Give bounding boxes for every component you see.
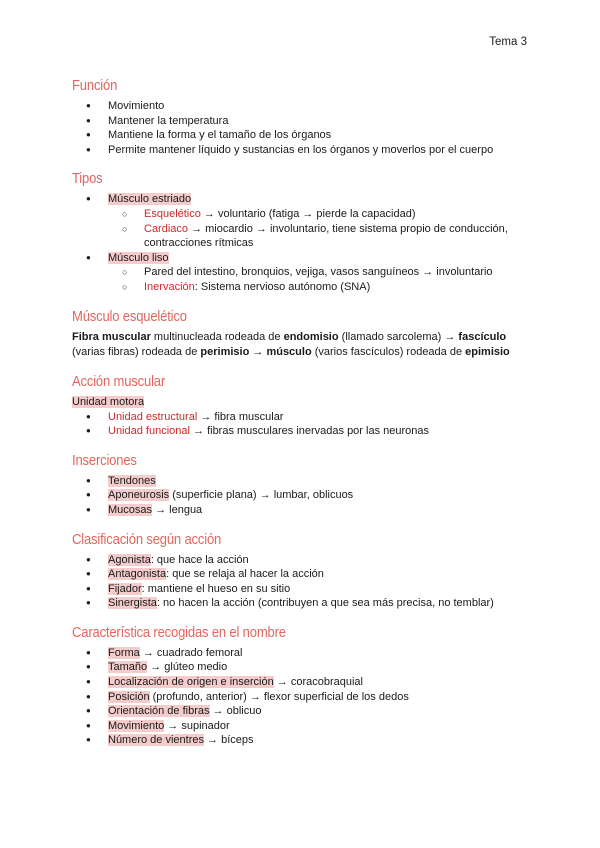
list-item [72,719,542,734]
text: (varias fibras) rodeada de [72,345,201,358]
section-title: Músculo esquelético [72,308,187,325]
highlight: Antagonista [108,568,167,581]
text: → oblicuo [209,705,262,718]
list-item [108,207,542,222]
bold-term: músculo [266,345,312,358]
list-item [72,192,542,207]
highlight: Fijador [108,582,142,595]
list-item [108,222,542,251]
term: Cardiaco [144,222,189,235]
list-item [72,646,542,661]
section-clasificacion [72,531,542,611]
text: : no hacen la acción (contribuyen a que sea más precisa, no temblar) [156,597,494,610]
list-item [72,690,542,705]
highlight: Sinergista [108,597,157,610]
term: Esquelético [144,207,201,220]
highlight: Tamaño [108,661,148,674]
text: → coracobraquial [273,676,363,689]
list-item [72,503,542,518]
highlight: Agonista [108,553,151,566]
list-item [72,582,542,597]
document-body [72,77,542,761]
bold-term: fascículo [458,330,507,343]
text: → miocardio → involuntario, tiene sistema propio de conducción, contracciones rítmicas [144,222,508,250]
highlight: Músculo estriado [108,193,192,206]
list-item [72,410,542,425]
highlight: Unidad motora [72,395,145,408]
list-item [72,424,542,439]
list-item [108,280,542,295]
text: → supinador [164,719,230,732]
list-item [72,660,542,675]
list-item: ● Mantener la temperatura [72,114,542,129]
text: (profundo, anterior) → flexor superficial de los dedos [149,690,409,703]
bold-term: → [249,345,267,358]
bold-term: Fibra muscular [72,330,151,343]
text: : mantiene el hueso en su sitio [141,582,291,595]
section-caracteristica [72,624,542,748]
bold-term: perimisio [200,345,250,358]
highlight: Tendones [108,474,156,487]
highlight: Mucosas [108,503,153,516]
list-item [72,675,542,690]
section-inserciones [72,452,542,518]
term: Unidad funcional [108,425,190,438]
list-item: ● Mantiene la forma y el tamaño de los órganos [72,128,542,143]
section-title: Clasificación según acción [72,531,222,548]
list-item: ○ Pared del intestino, bronquios, vejiga, vasos sanguíneos → involuntario [108,265,542,280]
list-item [72,567,542,582]
paragraph [72,395,542,410]
text: multinucleada rodeada de [150,330,284,343]
list-item [72,596,542,611]
section-funcion [72,77,542,157]
term: Inervación [144,280,195,293]
section-tipos [72,170,542,294]
text: → fibras musculares inervadas por las neuronas [189,425,430,438]
text: (llamado sarcolema) → [338,330,459,343]
bold-term: endomisio [283,330,339,343]
highlight: Número de vientres [108,734,204,747]
list-item [72,251,542,266]
section-accion [72,373,542,439]
paragraph [72,330,542,360]
highlight: Músculo liso [108,251,169,264]
term: Unidad estructural [108,410,198,423]
highlight: Forma [108,646,140,659]
list-item [72,553,542,568]
section-title: Tipos [72,171,103,188]
text: (varios fascículos) rodeada de [311,345,466,358]
list-item [72,474,542,489]
list-item: ● Movimiento [72,99,542,114]
text: (superficie plana) → lumbar, oblicuos [169,489,354,502]
text: → voluntario (fatiga → pierde la capacidad) [200,207,416,220]
text: : Sistema nervioso autónomo (SNA) [194,280,371,293]
section-title: Acción muscular [72,373,166,390]
highlight: Orientación de fibras [108,705,210,718]
list-item [72,733,542,748]
highlight: Posición [108,690,150,703]
text: : que se relaja al hacer la acción [166,568,324,581]
section-title: Inserciones [72,452,137,469]
section-title: Función [72,78,118,94]
text: → lengua [152,503,203,516]
bold-term: epimisio [465,345,510,358]
highlight: Movimiento [108,719,165,732]
text: → glúteo medio [147,661,228,674]
text: → fibra muscular [197,410,284,423]
highlight: Aponeurosis [108,489,170,502]
text: : que hace la acción [150,553,249,566]
highlight: Localización de origen e inserción [108,676,274,689]
list-item [72,488,542,503]
text: → cuadrado femoral [139,646,243,659]
page-header: Tema 3 [489,36,527,48]
list-item [72,704,542,719]
section-esqueletico [72,308,542,360]
section-title: Característica recogidas en el nombre [72,624,286,641]
list-item: ● Permite mantener líquido y sustancias en los órganos y moverlos por el cuerpo [72,143,542,158]
text: → bíceps [204,734,254,747]
